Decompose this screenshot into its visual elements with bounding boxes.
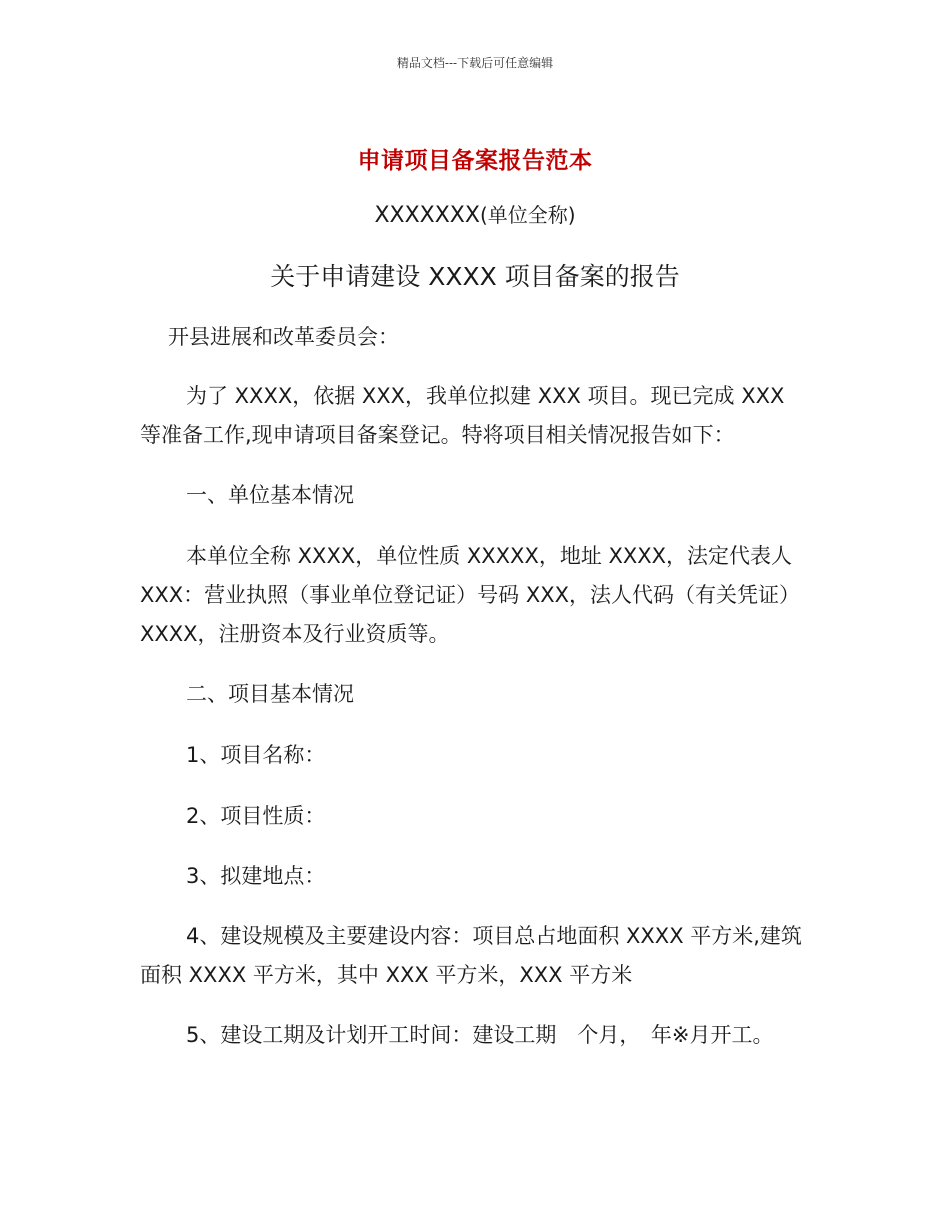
list-item-project-location: 3、拟建地点： — [186, 864, 326, 888]
list-item-construction-schedule: 5、建设工期及计划开工时间：建设工期 个月， 年※月开工。 — [186, 1023, 774, 1047]
document-title: 申请项目备案报告范本 — [357, 148, 593, 174]
header-watermark: 精品文档---下载后可任意编辑 — [396, 56, 554, 70]
report-title: 关于申请建设 XXXX 项目备案的报告 — [270, 262, 680, 291]
list-item-project-nature: 2、项目性质： — [186, 804, 326, 828]
organization-line — [0, 199, 950, 228]
section1-body: 本单位全称 XXXX，单位性质 XXXXX，地址 XXXX，法定代表人 XXX：营业执照（事业单位登记证）号码 XXX，法人代码（有关凭证）XXXX，注册资本及行业资质等。 — [140, 544, 800, 646]
section1-heading: 一、单位基本情况 — [186, 483, 354, 507]
organization-note: (单位全称) — [479, 203, 576, 227]
list-item-construction-scale: 4、建设规模及主要建设内容：项目总占地面积 XXXX 平方米,建筑面积 XXXX 平方米，其中 XXX 平方米，XXX 平方米 — [140, 924, 802, 987]
greeting: 开县进展和改革委员会： — [168, 325, 399, 349]
intro-paragraph: 为了 XXXX，依据 XXX，我单位拟建 XXX 项目。现已完成 XXX 等准备工作,现申请项目备案登记。特将项目相关情况报告如下： — [140, 384, 785, 447]
section2-heading: 二、项目基本情况 — [186, 682, 354, 706]
organization-placeholder: XXXXXXX — [374, 203, 480, 228]
list-item-project-name: 1、项目名称： — [186, 743, 326, 767]
